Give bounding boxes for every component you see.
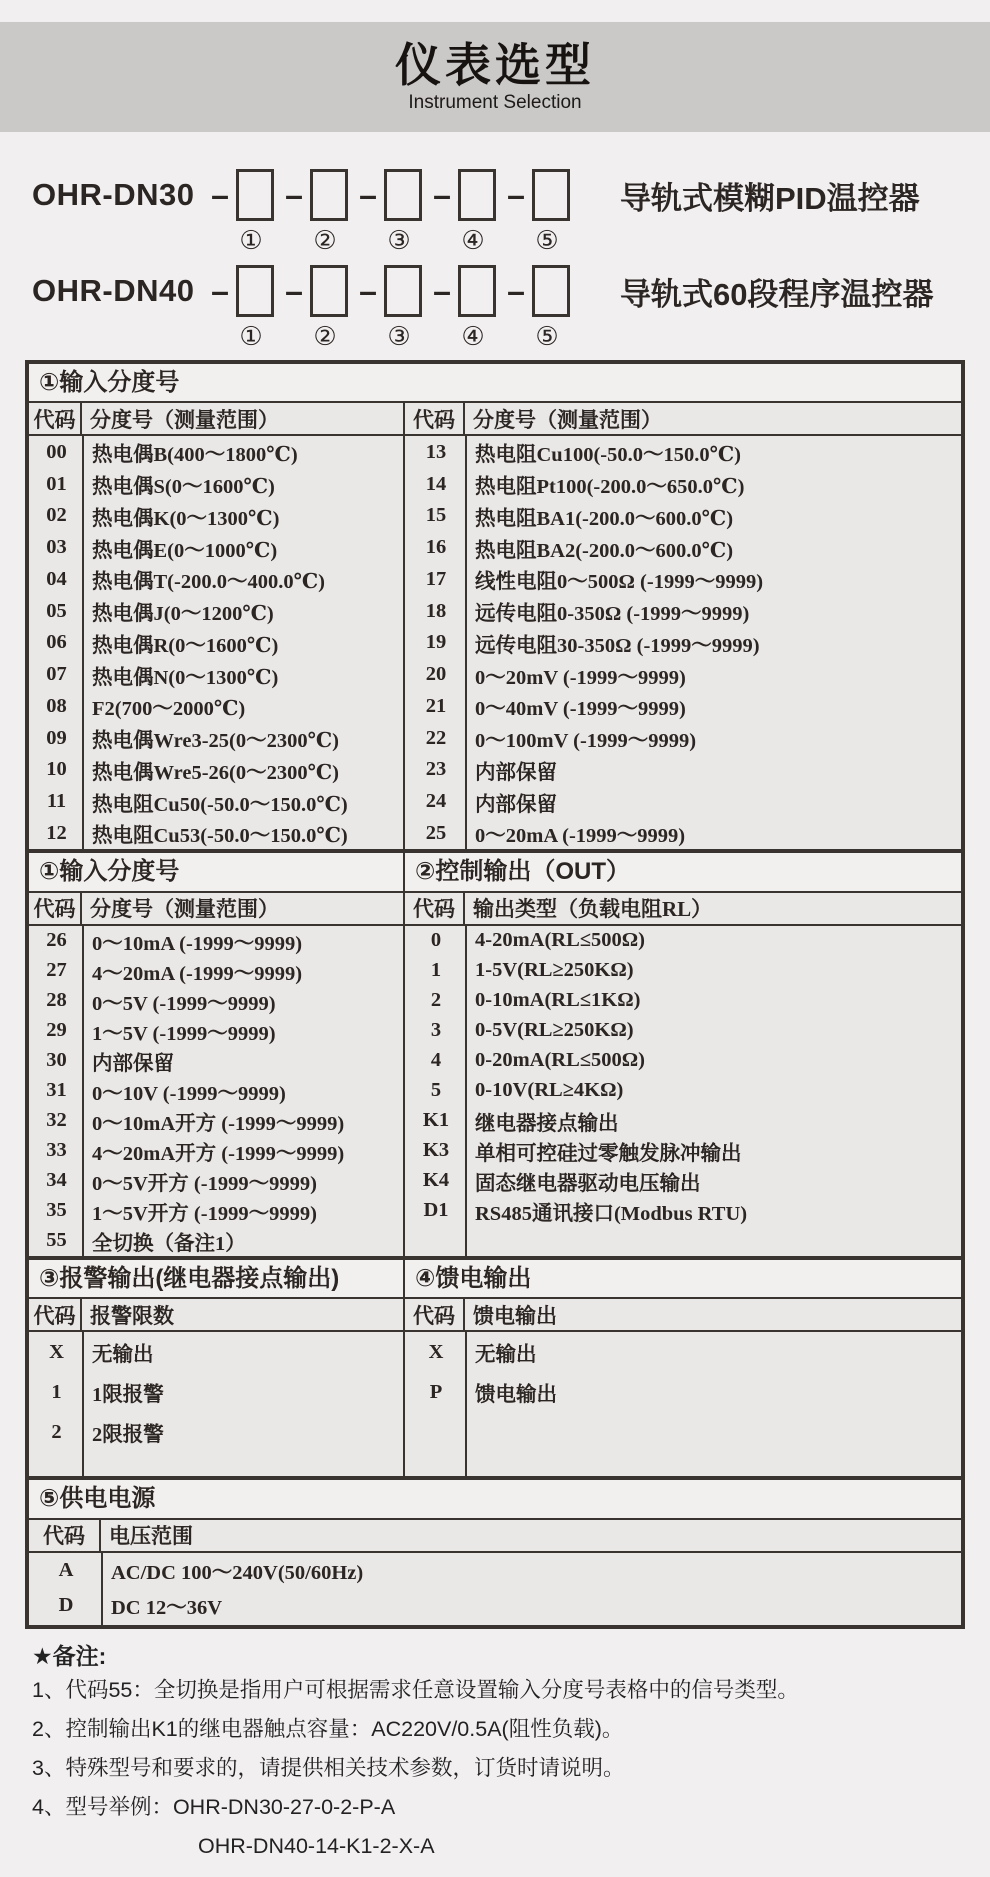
table-row (405, 786, 961, 818)
table-row (29, 818, 403, 850)
model-code-slot (352, 265, 426, 317)
model-code-box (310, 265, 348, 317)
range-cell: 4～20mA (-1999～9999) (92, 962, 303, 985)
table-row (29, 986, 403, 1016)
code-cell: 03 (46, 536, 67, 559)
code-cell: 02 (46, 504, 67, 527)
dash-separator: – (507, 176, 525, 213)
column-divider (465, 1332, 467, 1476)
range-cell: 远传电阻30-350Ω (-1999～9999) (475, 634, 760, 657)
model-example-2: OHR-DN40-14-K1-2-X-A (198, 1833, 435, 1858)
code-cell: 09 (46, 726, 67, 749)
page-title: 仪表选型 (395, 38, 595, 91)
code-header: 代码 (29, 1299, 82, 1330)
code-cell: 15 (425, 504, 447, 527)
code-header: 代码 (29, 403, 82, 434)
position-number-icon: ③ (387, 224, 411, 255)
section-title: ④馈电输出 (405, 1260, 961, 1299)
position-number-icon: ⑤ (535, 224, 559, 255)
table-body (405, 436, 961, 849)
code-cell: 5 (430, 1079, 442, 1102)
dash-separator: – (359, 272, 377, 309)
table-row (29, 956, 403, 986)
position-number-icon: ① (239, 320, 263, 351)
table-row (405, 926, 961, 956)
code-cell: 4 (430, 1049, 442, 1072)
table-row (29, 1226, 403, 1256)
code-cell: 2 (51, 1420, 62, 1443)
model-prefix: OHR-DN30 (32, 177, 195, 212)
code-cell: P (429, 1380, 443, 1403)
model-code-box (532, 265, 570, 317)
remark-item: 2、控制输出K1的继电器触点容量：AC220V/0.5A(阻性负载)。 (32, 1716, 624, 1741)
code-cell: 55 (46, 1229, 67, 1252)
feed-output-cell: 馈电输出 (475, 1384, 557, 1407)
code-cell: 30 (46, 1049, 67, 1072)
code-cell: 05 (46, 599, 67, 622)
range-cell: 0～10V (-1999～9999) (92, 1082, 286, 1105)
section-title: ⑤供电电源 (29, 1480, 961, 1519)
code-cell: 11 (46, 790, 67, 813)
model-code-box (458, 169, 496, 221)
section-title: ③报警输出(继电器接点输出) (29, 1260, 403, 1299)
table-row (29, 1106, 403, 1136)
model-code-box (310, 169, 348, 221)
code-cell: 31 (46, 1079, 67, 1102)
dash-separator: – (507, 272, 525, 309)
model-code-box (236, 169, 274, 221)
range-cell: 0～100mV (-1999～9999) (475, 730, 697, 753)
table-row (29, 926, 403, 956)
voltage-range-cell: DC 12～36V (111, 1597, 223, 1620)
model-line-dn40 (32, 262, 960, 352)
range-cell: 内部保留 (92, 1052, 174, 1075)
code-cell: 04 (46, 567, 67, 590)
dash-separator: – (433, 272, 451, 309)
table-row (405, 691, 961, 723)
code-cell: 19 (425, 631, 447, 654)
column-divider (465, 436, 467, 849)
table-row (29, 1588, 961, 1623)
code-cell: 27 (46, 959, 67, 982)
remarks-title: ★备注: (32, 1642, 107, 1669)
code-cell: 34 (46, 1169, 67, 1192)
code-cell: 17 (425, 567, 447, 590)
code-cell: 07 (46, 663, 67, 686)
model-code-slots (204, 265, 574, 317)
column-headers (405, 893, 961, 926)
code-cell: 35 (46, 1199, 67, 1222)
table-row (29, 532, 403, 564)
output-type-cell: 0-5V(RL≥250KΩ) (475, 1019, 634, 1042)
model-line-dn30 (32, 166, 960, 256)
alarm-limit-cell: 2限报警 (92, 1424, 164, 1447)
model-code-box (384, 169, 422, 221)
table-body (29, 1553, 961, 1625)
table-row (405, 436, 961, 468)
code-cell: D (58, 1593, 74, 1616)
code-cell: 3 (430, 1019, 442, 1042)
table-row (29, 468, 403, 500)
code-header: 代码 (29, 893, 82, 924)
table-row (29, 563, 403, 595)
table-row (405, 1332, 961, 1372)
table-row (405, 468, 961, 500)
position-number-icon: ② (313, 224, 337, 255)
code-cell: 00 (46, 440, 67, 463)
model-code-box (384, 265, 422, 317)
position-number-icon: ④ (461, 224, 485, 255)
remarks-section (32, 1641, 960, 1866)
code-cell: 01 (46, 472, 67, 495)
table-row (405, 627, 961, 659)
dash-separator: – (211, 176, 229, 213)
code-cell: K1 (422, 1109, 450, 1132)
code-cell: 29 (46, 1019, 67, 1042)
model-description: 导轨式60段程序温控器 (620, 276, 934, 312)
table-row (405, 532, 961, 564)
table-row (29, 1016, 403, 1046)
code-cell: X (428, 1340, 444, 1363)
code-cell: 20 (425, 663, 447, 686)
model-code-section (32, 166, 960, 352)
model-code-slot (204, 265, 278, 317)
range-cell: 热电偶Wre3-25(0～2300℃) (92, 730, 340, 753)
dash-separator: – (285, 272, 303, 309)
code-cell: A (58, 1558, 74, 1581)
column-headers (29, 1520, 961, 1553)
table-row (405, 1076, 961, 1106)
output-type-header: 输出类型（负载电阻RL） (473, 897, 713, 922)
model-code-slot (204, 169, 278, 221)
column-divider (82, 1332, 84, 1476)
model-code-slot (278, 169, 352, 221)
code-cell: 0 (430, 929, 442, 952)
column-divider (101, 1553, 103, 1625)
code-header: 代码 (405, 1299, 465, 1330)
alarm-limit-cell: 1限报警 (92, 1384, 164, 1407)
position-number-icon: ③ (387, 320, 411, 351)
range-cell: 热电偶B(400～1800℃) (92, 444, 298, 467)
output-type-cell: 0-10mA(RL≤1KΩ) (475, 989, 641, 1012)
range-cell: 热电偶E(0～1000℃) (92, 539, 278, 562)
code-cell: 12 (46, 821, 67, 844)
code-cell: 16 (425, 536, 447, 559)
code-cell: 06 (46, 631, 67, 654)
table-row (405, 722, 961, 754)
code-cell: 32 (46, 1109, 67, 1132)
code-cell: 22 (425, 726, 447, 749)
table-power-supply (25, 1476, 965, 1628)
code-cell: 26 (46, 929, 67, 952)
range-cell: 热电偶S(0～1600℃) (92, 476, 275, 499)
model-code-slot (426, 169, 500, 221)
range-cell: 线性电阻0～500Ω (-1999～9999) (475, 571, 764, 594)
dash-separator: – (285, 176, 303, 213)
section-title: ①输入分度号 (29, 853, 403, 892)
column-divider (82, 926, 84, 1256)
range-header: 分度号（测量范围） (473, 407, 662, 432)
range-cell: 热电阻Cu53(-50.0～150.0℃) (92, 825, 348, 848)
alarm-limit-header: 报警限数 (90, 1303, 174, 1328)
code-cell: K4 (422, 1169, 450, 1192)
code-header: 代码 (405, 893, 465, 924)
range-cell: 4～20mA开方 (-1999～9999) (92, 1142, 345, 1165)
code-cell: 14 (425, 472, 447, 495)
table-row (29, 1412, 403, 1452)
column-headers (405, 1299, 961, 1332)
table-row (29, 1136, 403, 1166)
table-row (405, 1046, 961, 1076)
model-code-box (532, 169, 570, 221)
code-cell: 2 (430, 989, 442, 1012)
table-input-2-and-control-output (25, 849, 965, 1259)
table-row (405, 563, 961, 595)
output-type-cell: 0-20mA(RL≤500Ω) (475, 1049, 646, 1072)
model-code-slot (500, 265, 574, 317)
code-cell: K3 (422, 1139, 450, 1162)
range-header: 分度号（测量范围） (90, 897, 279, 922)
range-cell: 0～5V (-1999～9999) (92, 992, 276, 1015)
page-subtitle: Instrument Selection (408, 92, 582, 114)
range-cell: 热电阻Cu50(-50.0～150.0℃) (92, 793, 348, 816)
section-title: ①输入分度号 (29, 364, 961, 403)
table-alarm-and-feed-output (25, 1256, 965, 1480)
output-type-cell: 固态继电器驱动电压输出 (475, 1172, 701, 1195)
table-row (405, 1016, 961, 1046)
alarm-limit-cell: 无输出 (92, 1344, 154, 1367)
page-banner (0, 22, 990, 132)
code-header: 代码 (29, 1520, 101, 1551)
table-row (405, 754, 961, 786)
code-cell: 10 (46, 758, 67, 781)
table-body (405, 926, 961, 1256)
range-cell: 热电偶R(0～1600℃) (92, 634, 279, 657)
feed-output-cell: 无输出 (475, 1344, 537, 1367)
range-cell: 内部保留 (475, 761, 557, 784)
column-headers (29, 1299, 403, 1332)
table-body (29, 926, 403, 1256)
code-cell: 1 (51, 1380, 62, 1403)
code-cell: 24 (425, 790, 447, 813)
table-row (29, 436, 403, 468)
range-header: 分度号（测量范围） (90, 407, 279, 432)
code-cell: 28 (46, 989, 67, 1012)
output-type-cell: 4-20mA(RL≤500Ω) (475, 929, 646, 952)
code-cell: D1 (423, 1199, 449, 1222)
table-row (29, 595, 403, 627)
table-row (29, 786, 403, 818)
table-row (29, 1196, 403, 1226)
table-row (405, 1106, 961, 1136)
model-code-slot (278, 265, 352, 317)
table-body (405, 1332, 961, 1476)
code-header: 代码 (405, 403, 465, 434)
output-type-cell: 单相可控硅过零触发脉冲输出 (475, 1142, 742, 1165)
model-code-slot (426, 265, 500, 317)
range-cell: 0～5V开方 (-1999～9999) (92, 1172, 317, 1195)
remarks-list (32, 1671, 960, 1827)
remark-item: 3、特殊型号和要求的，请提供相关技术参数，订货时请说明。 (32, 1755, 625, 1780)
dash-separator: – (359, 176, 377, 213)
table-row (405, 1372, 961, 1412)
model-code-box (458, 265, 496, 317)
table-row (29, 1046, 403, 1076)
range-cell: 0～40mV (-1999～9999) (475, 698, 686, 721)
model-code-slot (352, 169, 426, 221)
table-row (29, 1076, 403, 1106)
table-body (29, 436, 403, 849)
code-cell: 1 (430, 959, 442, 982)
range-cell: 热电阻Cu100(-50.0～150.0℃) (475, 444, 741, 467)
model-code-slots (204, 169, 574, 221)
table-body (29, 1332, 403, 1476)
column-divider (465, 926, 467, 1256)
voltage-range-cell: AC/DC 100～240V(50/60Hz) (111, 1562, 364, 1585)
code-cell: 23 (425, 758, 447, 781)
voltage-range-header: 电压范围 (109, 1524, 193, 1549)
table-row (405, 1166, 961, 1196)
model-prefix: OHR-DN40 (32, 273, 195, 308)
model-code-box (236, 265, 274, 317)
table-row (29, 1166, 403, 1196)
table-row (29, 691, 403, 723)
table-row (405, 1136, 961, 1166)
table-row (405, 986, 961, 1016)
range-cell: 热电偶N(0～1300℃) (92, 666, 279, 689)
table-row (29, 500, 403, 532)
output-type-cell: 0-10V(RL≥4KΩ) (475, 1079, 624, 1102)
column-headers (405, 403, 961, 436)
table-row (29, 1553, 961, 1588)
feed-output-header: 馈电输出 (473, 1303, 557, 1328)
column-divider (82, 436, 84, 849)
position-number-icon: ④ (461, 320, 485, 351)
range-cell: 热电阻BA1(-200.0～600.0℃) (475, 507, 734, 530)
table-row (405, 1196, 961, 1226)
position-numbers (32, 224, 960, 256)
table-row (405, 595, 961, 627)
code-cell: 21 (425, 694, 447, 717)
model-code-slot (500, 169, 574, 221)
output-type-cell: RS485通讯接口(Modbus RTU) (475, 1202, 748, 1225)
code-cell: 13 (425, 440, 447, 463)
range-cell: 0～20mA (-1999～9999) (475, 825, 686, 848)
code-cell: 08 (46, 694, 67, 717)
range-cell: 内部保留 (475, 793, 557, 816)
range-cell: 热电阻Pt100(-200.0～650.0℃) (475, 476, 745, 499)
range-cell: 热电偶T(-200.0～400.0℃) (92, 571, 325, 594)
table-row (29, 754, 403, 786)
range-cell: 全切换（备注1） (92, 1232, 246, 1255)
range-cell: 0～20mV (-1999～9999) (475, 666, 686, 689)
table-row (405, 659, 961, 691)
table-row (29, 1332, 403, 1372)
table-row (405, 818, 961, 850)
range-cell: 热电偶J(0～1200℃) (92, 603, 274, 626)
table-row (29, 1372, 403, 1412)
position-number-icon: ① (239, 224, 263, 255)
output-type-cell: 1-5V(RL≥250KΩ) (475, 959, 634, 982)
table-row (29, 627, 403, 659)
range-cell: 热电偶K(0～1300℃) (92, 507, 280, 530)
table-input-graduation-1 (25, 360, 965, 853)
range-cell: F2(700～2000℃) (92, 698, 246, 721)
remark-item: 4、型号举例：OHR-DN30-27-0-2-P-A (32, 1794, 396, 1819)
code-cell: X (49, 1340, 64, 1363)
code-cell: 18 (425, 599, 447, 622)
model-description: 导轨式模糊PID温控器 (620, 180, 920, 216)
selection-tables (25, 360, 965, 1629)
range-cell: 热电偶Wre5-26(0～2300℃) (92, 761, 340, 784)
range-cell: 远传电阻0-350Ω (-1999～9999) (475, 603, 750, 626)
remark-item: 1、代码55：全切换是指用户可根据需求任意设置输入分度号表格中的信号类型。 (32, 1677, 799, 1702)
position-number-icon: ⑤ (535, 320, 559, 351)
output-type-cell: 继电器接点输出 (475, 1112, 619, 1135)
table-row (405, 956, 961, 986)
range-cell: 0～10mA开方 (-1999～9999) (92, 1112, 345, 1135)
range-cell: 热电阻BA2(-200.0～600.0℃) (475, 539, 734, 562)
position-numbers (32, 320, 960, 352)
section-title: ②控制输出（OUT） (405, 853, 961, 892)
range-cell: 0～10mA (-1999～9999) (92, 932, 303, 955)
position-number-icon: ② (313, 320, 337, 351)
range-cell: 1～5V开方 (-1999～9999) (92, 1202, 317, 1225)
table-row (29, 722, 403, 754)
dash-separator: – (211, 272, 229, 309)
column-headers (29, 403, 403, 436)
code-cell: 25 (425, 821, 447, 844)
range-cell: 1～5V (-1999～9999) (92, 1022, 276, 1045)
table-row (29, 659, 403, 691)
dash-separator: – (433, 176, 451, 213)
code-cell: 33 (46, 1139, 67, 1162)
column-headers (29, 893, 403, 926)
table-row (405, 500, 961, 532)
